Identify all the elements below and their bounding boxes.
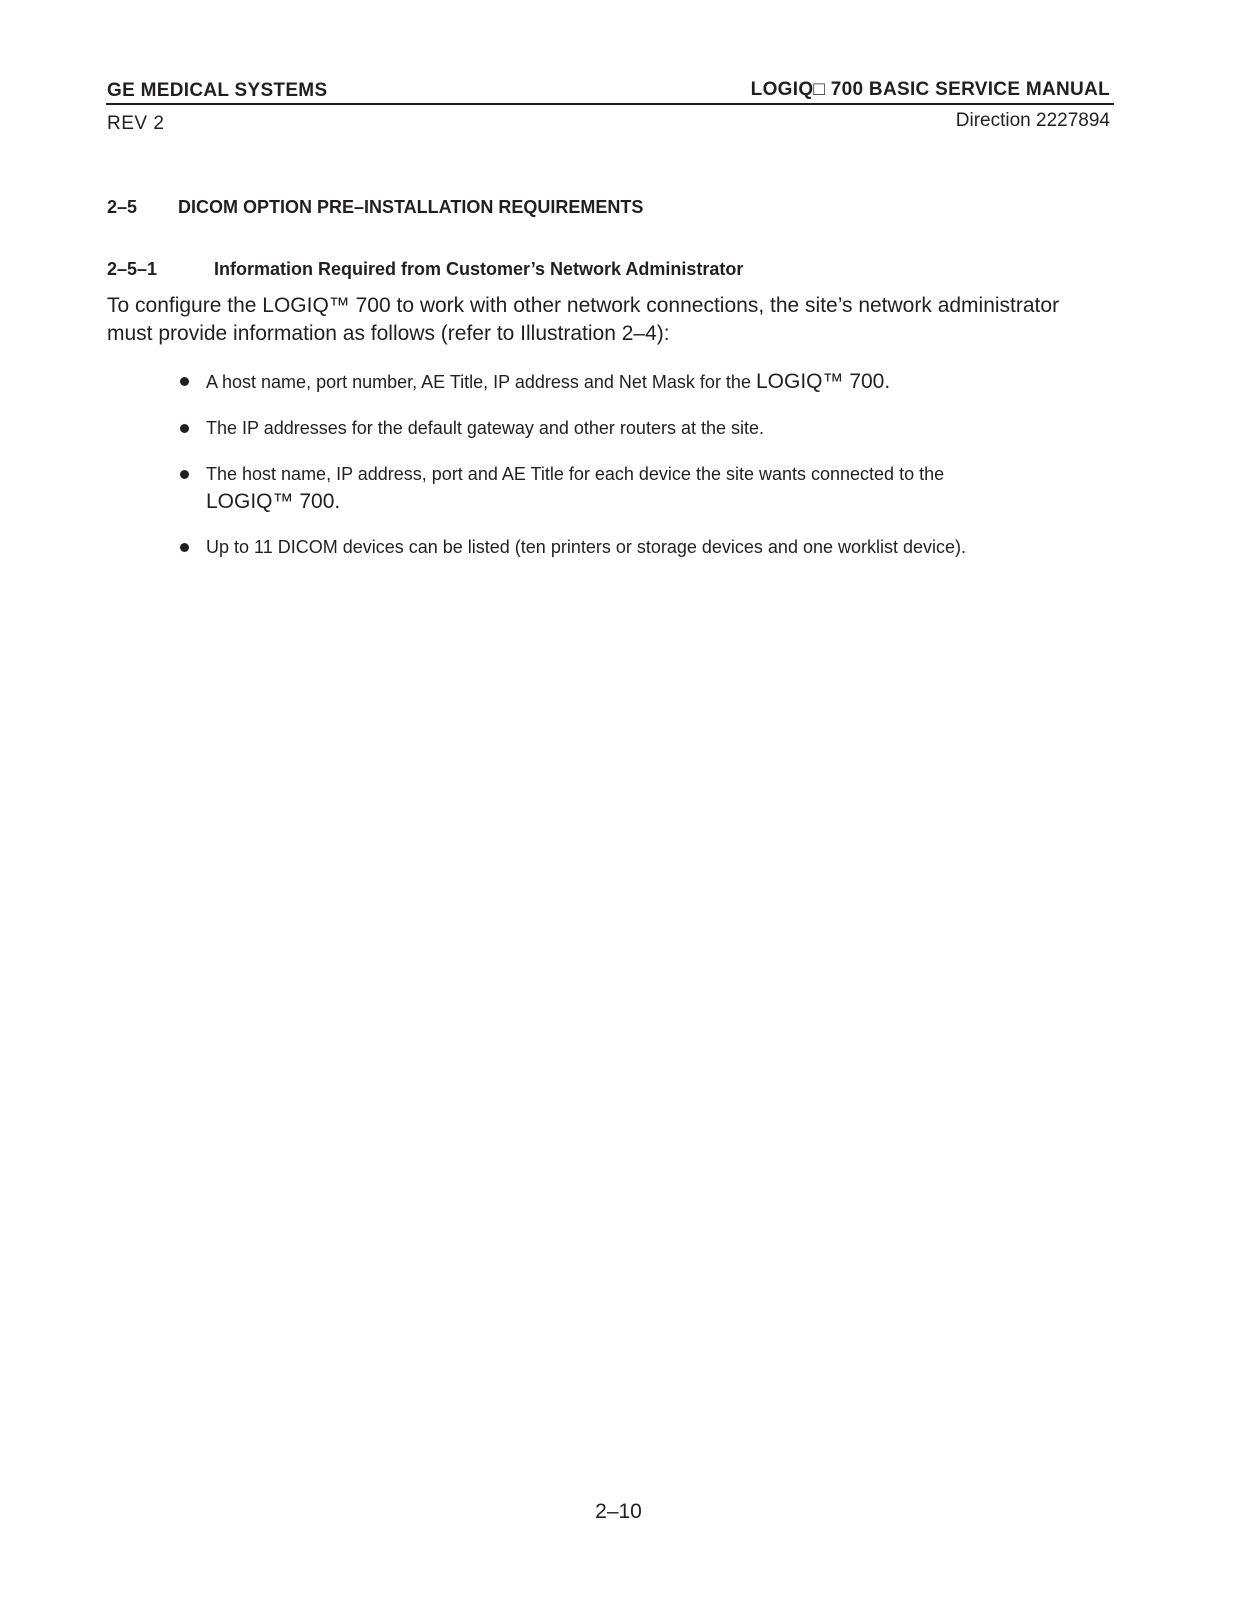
list-item-text: The host name, IP address, port and AE Title for each device the site wants connected to the (206, 464, 945, 484)
list-item-text: Up to 11 DICOM devices can be listed (ten printers or storage devices and one worklist device). (206, 537, 967, 557)
direction-number: Direction 2227894 (955, 110, 1110, 131)
list-item (178, 534, 1078, 561)
list-item (178, 368, 1078, 396)
bullet-icon (180, 377, 189, 386)
subsection-title: Information Required from Customer’s Network Administrator (214, 259, 744, 279)
manual-title: LOGIQ□ 700 BASIC SERVICE MANUAL (750, 79, 1110, 100)
intro-line-2: must provide information as follows (refer to Illustration 2–4): (107, 322, 670, 345)
header-rule (106, 103, 1114, 105)
list-item (178, 415, 1078, 442)
section-number: 2–5 (107, 197, 138, 217)
list-item (178, 461, 1078, 515)
section-title: DICOM OPTION PRE–INSTALLATION REQUIREMENTS (178, 197, 644, 217)
list-item-text: The IP addresses for the default gateway and other routers at the site. (206, 418, 764, 438)
product-name: LOGIQ™ 700. (206, 490, 341, 513)
product-name: LOGIQ™ 700. (755, 370, 891, 393)
requirements-list (178, 368, 1078, 561)
company-name: GE MEDICAL SYSTEMS (107, 80, 328, 101)
intro-paragraph (107, 292, 1113, 348)
bullet-icon (180, 424, 189, 433)
bullet-icon (180, 470, 189, 479)
subsection-number: 2–5–1 (107, 259, 158, 279)
intro-line-1: To configure the LOGIQ™ 700 to work with other network connections, the site’s network administrator (107, 294, 1060, 317)
list-item-text: A host name, port number, AE Title, IP address and Net Mask for the (206, 372, 756, 392)
bullet-icon (180, 543, 189, 552)
page-number: 2–10 (595, 1500, 642, 1523)
revision-label: REV 2 (107, 113, 165, 134)
